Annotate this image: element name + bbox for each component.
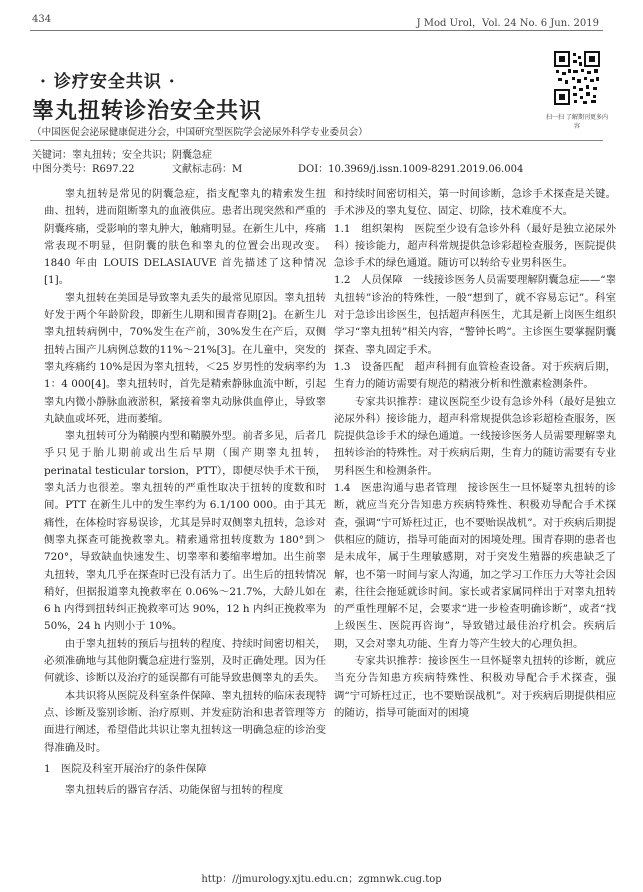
subsection-paragraph (334, 221, 616, 273)
footer-url[interactable]: http：//jmurology.xjtu.edu.cn；zgmnwk.cug.top (201, 874, 442, 885)
document-code: 文献标志码：M (172, 164, 243, 175)
body-paragraph: 本共识将从医院及科室条件保障、睾丸扭转的临床表现特点、诊断及鉴别诊断、治疗原则、并发症防治和患者管理等方面进行阐述，希望借此共识让睾丸扭转这一明确急症的诊治变得准确及时。 (44, 689, 326, 754)
article-title: 睾丸扭转诊治安全共识 (32, 98, 263, 124)
section-heading: 1 医院及科室开展治疗的条件保障 (44, 762, 207, 775)
subsection-text: 一线接诊医务人员需要理解阴囊急症——“睾丸扭转”诊治的特殊性，一般“想到了，就不容易忘记”。科室对于急诊出诊医生，包括超声科医生，尤其是新上岗医生组织学习“睾丸扭转”相关内容，“警钟长鸣”。主诊医生要掌握阴囊探查、睾丸固定手术。 (334, 274, 616, 356)
subsection-paragraph (334, 359, 616, 394)
body-paragraph: 睾丸扭转后的器官存活、功能保留与扭转的程度 (64, 784, 283, 797)
subsection-heading: 1.3 设备匹配 (334, 360, 404, 373)
header-rule (30, 30, 603, 31)
subsection-text: 超声科拥有血管检查设备。对于疾病后期，生育力的随访需要有规范的精液分析和性激素检测条件。 (334, 360, 617, 391)
classification-number: 中图分类号：R697.22 (32, 164, 135, 175)
page-number: 434 (32, 14, 52, 25)
body-column-right (334, 186, 616, 722)
body-paragraph: 专家共识推荐：接诊医生一旦怀疑睾丸扭转的诊断，就应当充分告知患方疾病特殊性、积极劝导配合手术探查，强调“宁可矫枉过正，也不要贻误战机”。对于疾病后期提供相应的随访，指导可能面对的困境 (334, 655, 616, 719)
doi-link[interactable]: DOI：10.3969/j.issn.1009-8291.2019.06.004 (298, 164, 524, 175)
subsection-paragraph (334, 480, 616, 653)
subsection-paragraph (334, 272, 616, 358)
body-paragraph: 由于睾丸扭转的预后与扭转的程度、持续时间密切相关，必须准确地与其他阴囊急症进行鉴别，及时正确处理。因为任何就诊、诊断以及治疗的延误都有可能导致患侧睾丸的丢失。 (44, 637, 326, 685)
journal-header: J Mod Urol，Vol. 24 No. 6 Jun. 2019 (416, 18, 599, 29)
subsection-heading: 1.1 组织架构 (334, 222, 404, 235)
subsection-heading: 1.2 人员保障 (334, 274, 403, 287)
qr-code-icon[interactable] (553, 50, 601, 106)
body-paragraph: 睾丸扭转可分为鞘膜内型和鞘膜外型。前者多见，后者几乎只见于胎儿期前或出生后早期（围产期睾丸扭转，perinatal testicular torsion，PTT），即便尽快手术干预，睾丸活力也很差。睾丸扭转的严重性取决于扭转的度数和时间。PTT 在新生儿中的发生率约为 6.1/100 000。由于其无痛性，在体检时容易误诊，尤其是异时双侧睾丸扭转，急诊对侧睾丸探查可能挽救睾丸。精索通常扭转度数为 180°到＞720°，导致缺血快速发生、切睾率和萎缩率增加。出生前睾丸扭转，睾丸几乎在探查时已没有活力了。出生后的扭转情况稍好，但据报道睾丸挽救率在 0.06%～21.7%，大龄儿如在 6 h 内得到扭转纠正挽救率可达 90%，12 h 内纠正挽救率为 50%，24 h 内则小于 10%。 (44, 430, 326, 633)
body-paragraph: 睾丸扭转是常见的阴囊急症，指支配睾丸的精索发生扭曲、扭转，进而阻断睾丸的血液供应。患者出现突然和严重的阴囊疼痛，受影响的睾丸肿大，触痛明显。在新生儿中，疼痛常表现不明显，但阴囊的肤色和睾丸的位置会出现改变。1840 年由 LOUIS DELASIAUVE 首先描述了这种情况[1]。 (44, 188, 326, 287)
subsection-text: 医院至少设有急诊外科（最好是独立泌尿外科）接诊能力，超声科常规提供急诊彩超检查服务，医院提供急诊手术的绿色通道。随访可以转给专业男科医生。 (334, 222, 617, 270)
keywords-line: 关键词：睾丸扭转；安全共识；阴囊急症 (32, 150, 212, 161)
meta-rule (30, 140, 603, 141)
column-tag: · 诊疗安全共识 · (40, 72, 176, 92)
subsection-heading: 1.4 医患沟通与患者管理 (334, 482, 457, 495)
body-column-left (44, 186, 326, 799)
authors-line: （中国医促会泌尿健康促进分会，中国研究型医院学会泌尿外科学专业委员会） (32, 127, 368, 138)
body-paragraph: 和持续时间密切相关，第一时间诊断，急诊手术探查是关键。手术涉及的睾丸复位、固定、切除，技术难度不大。 (334, 188, 616, 218)
qr-caption: 扫一扫 了解期刊更多内容 (546, 114, 608, 130)
subsection-text: 接诊医生一旦怀疑睾丸扭转的诊断，就应当充分告知患方疾病特殊性、积极劝导配合手术探查，强调“宁可矫枉过正，也不要贻误战机”。对于疾病后期提供相应的随访，指导可能面对的困境处理。围青春期的患者也是未成年，属于生理敏感期，对于突发生殖器的疾患缺乏了解，也不第一时间与家人沟通，加之学习工作压力大等社会因素，往往会拖延就诊时间。家长或者家属同样出于对睾丸扭转的严重性理解不足，会要求“进一步检查明确诊断”，或者“找上级医生、医院再咨询”，导致错过最佳治疗机会。疾病后期，又会对睾丸功能、生育力等产生较大的心理负担。 (334, 482, 617, 650)
body-paragraph: 睾丸扭转在美国是导致睾丸丢失的最常见原因。睾丸扭转好发于两个年龄阶段，即新生儿期和围青春期[2]。在新生儿睾丸扭转病例中，70%发生在产前，30%发生在产后，双侧扭转占围产儿病例总数的11%～21%[3]。在儿童中，突发的睾丸疼痛约 10%是因为睾丸扭转，＜25 岁男性的发病率约为 1：4 000[4]。睾丸扭转时，首先是精索静脉血流中断，引起睾丸内微小静脉血液淤积，紧接着睾丸动脉供血停止，导致睾丸缺血或坏死，进而萎缩。 (44, 291, 326, 425)
body-paragraph: 专家共识推荐：建议医院至少设有急诊外科（最好是独立泌尿外科）接诊能力，超声科常规提供急诊彩超检查服务，医院提供急诊手术的绿色通道。一线接诊医务人员需要理解睾丸扭转诊治的特殊性。对于疾病后期，生育力的随访需要有专业男科医生和检测条件。 (334, 395, 616, 477)
